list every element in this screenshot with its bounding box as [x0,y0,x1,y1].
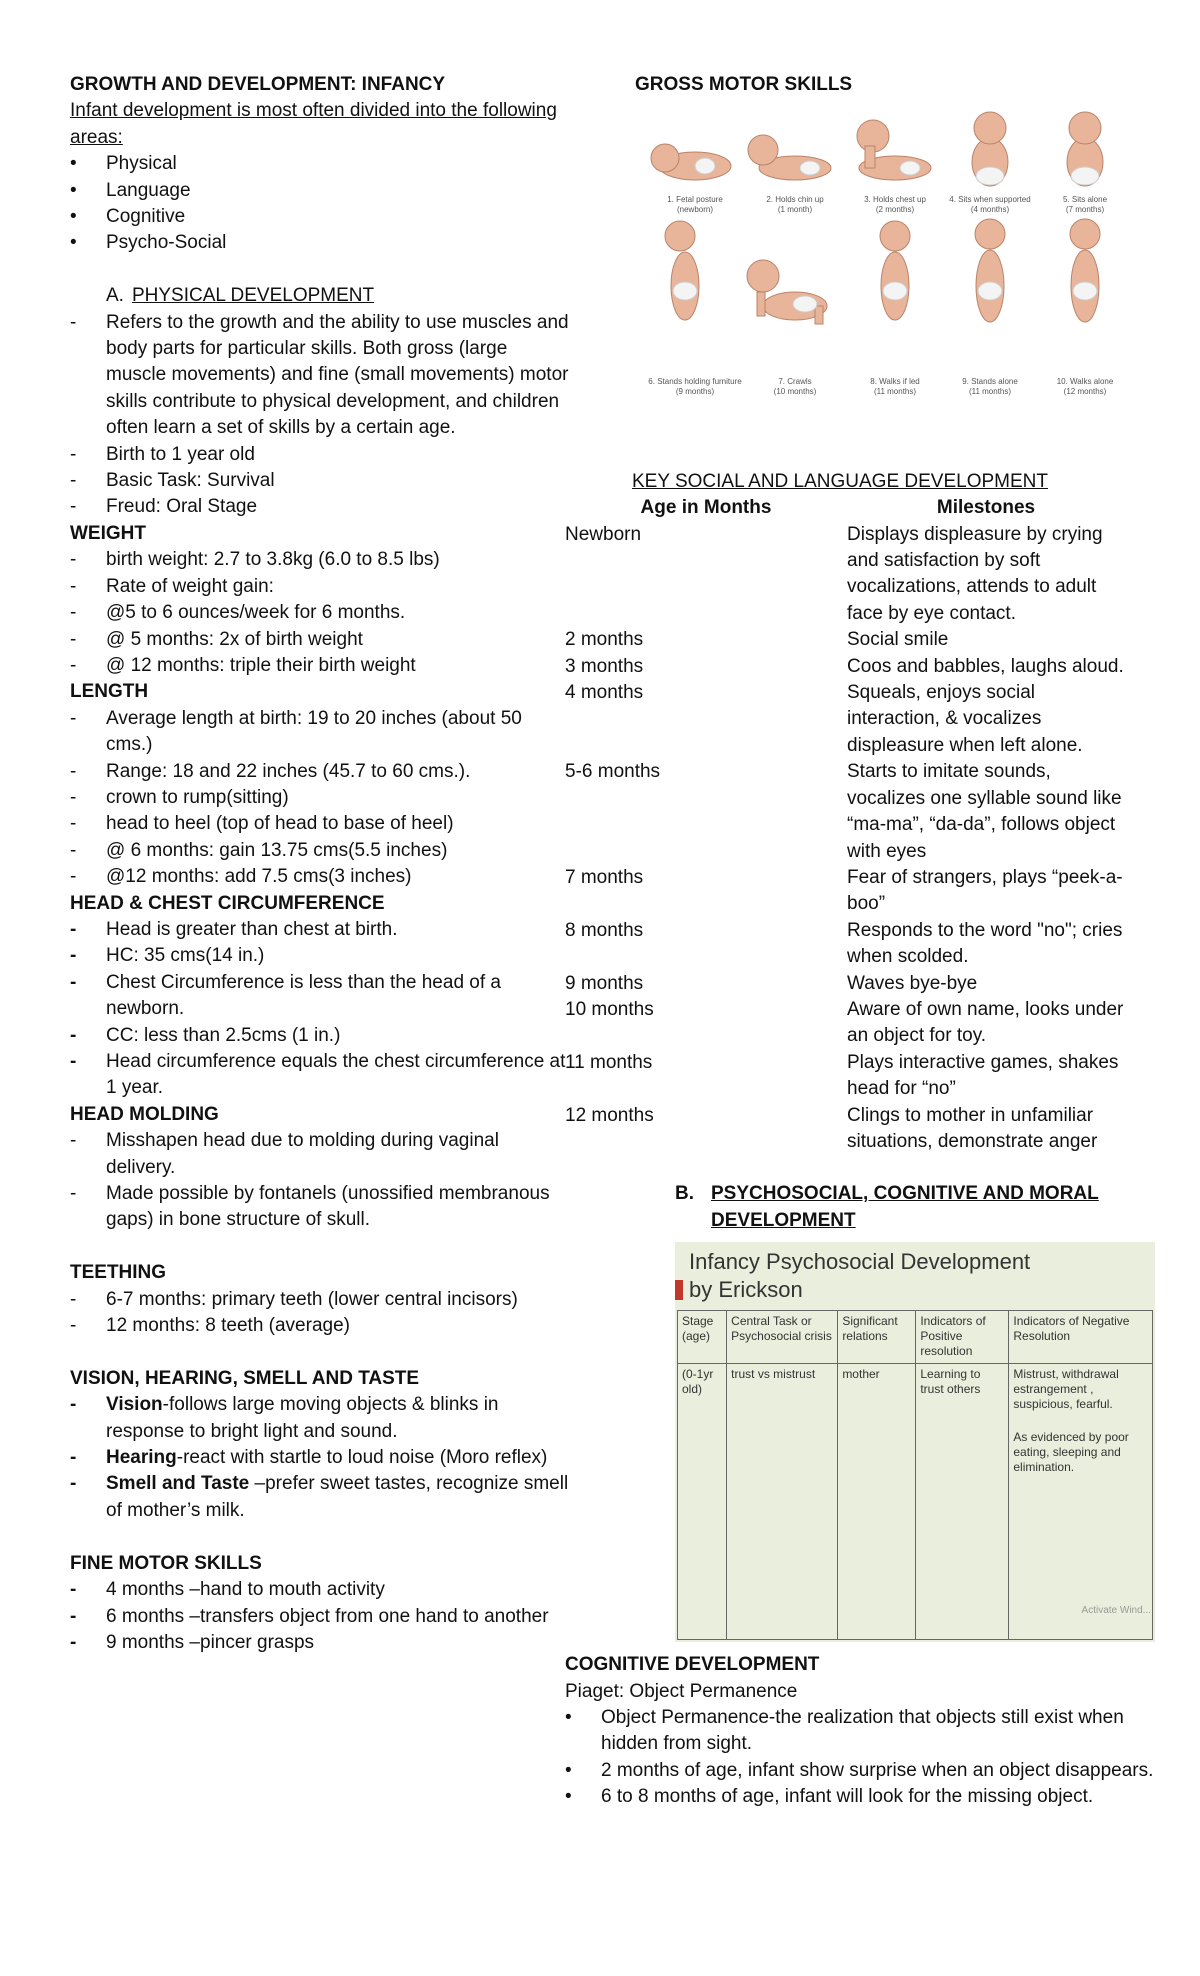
baby-illustration-2 [748,135,831,180]
watermark-text: Activate Wind... [1081,1604,1151,1616]
list-item: - @ 5 months: 2x of birth weight [70,628,363,650]
caption-age-2: (1 month) [777,205,813,215]
head-chest-list [70,917,570,1102]
table-row: 2 months Social smile [565,629,949,651]
list-item: - 6-7 months: primary teeth (lower central incisors) [70,1288,518,1310]
header-age: Age in Months [640,497,772,519]
caption-age-6: (9 months) [675,387,715,397]
table-row: (0-1yr old) trust vs mistrust mother Learning to trust others Mistrust, withdrawal estrangement , suspicious, fearful. As evidenced by poor eating, sleeping and elimination. [678,1364,1153,1640]
caption-label-10: 10. Walks alone [1056,377,1114,387]
senses-list [70,1392,570,1524]
gross-motor-figure [645,106,1165,406]
list-item: - @ 6 months: gain 13.75 cms(5.5 inches) [70,839,448,861]
table-row: 3 months Coos and babbles, laughs aloud. [565,655,1124,677]
right-column [565,72,1165,1811]
erickson-title: Infancy Psychosocial Development by Erickson [689,1249,1031,1303]
list-item: • Language [70,178,570,204]
head-chest-heading: HEAD & CHEST CIRCUMFERENCE [70,892,385,914]
list-item: - Head circumference equals the chest circumference at 1 year. [70,1051,566,1099]
list-item: • Cognitive [70,204,570,230]
cognitive-subtitle: Piaget: Object Permanence [565,1680,798,1702]
length-heading: LENGTH [70,681,149,703]
cognitive-section [565,1652,1165,1810]
baby-illustration-3 [857,120,931,180]
bullet-icon: • [70,179,77,201]
list-item: - Smell and Taste –prefer sweet tastes, recognize smell of mother’s milk. [70,1473,569,1521]
list-item: - crown to rump(sitting) [70,786,289,808]
caption-age-8: (11 months) [873,387,917,397]
left-column [70,72,570,1656]
accent-bar [675,1280,683,1300]
list-item: • Object Permanence-the realization that objects still exist when hidden from sight. [565,1707,1124,1755]
senses-heading: VISION, HEARING, SMELL AND TASTE [70,1367,420,1389]
table-row: 12 months Clings to mother in unfamiliar situations, demonstrate anger [565,1104,1098,1152]
caption-label-4: 4. Sits when supported [949,195,1031,205]
baby-illustration-6 [665,221,699,320]
caption-label-3: 3. Holds chest up [864,195,926,205]
list-item: - birth weight: 2.7 to 3.8kg (6.0 to 8.5 lbs) [70,549,440,571]
caption-age-7: (10 months) [773,387,817,397]
list-item: - Birth to 1 year old [70,443,255,465]
fine-motor-heading: FINE MOTOR SKILLS [70,1552,262,1574]
list-item: - @12 months: add 7.5 cms(3 inches) [70,866,412,888]
caption-label-8: 8. Walks if led [870,377,920,387]
list-item: • 2 months of age, infant show surprise when an object disappears. [565,1758,1165,1784]
list-item: - Head is greater than chest at birth. [70,918,398,940]
weight-list [70,547,570,679]
ksl-title: KEY SOCIAL AND LANGUAGE DEVELOPMENT [631,470,1048,492]
list-item: - Chest Circumference is less than the head of a newborn. [70,971,501,1020]
bullet-icon: • [565,1759,572,1781]
bullet-icon: • [565,1707,572,1728]
list-item: - Rate of weight gain: [70,575,274,597]
caption-label-2: 2. Holds chin up [766,195,824,205]
caption-label-6: 6. Stands holding furniture [648,377,742,387]
list-item: - 6 months –transfers object from one hand to another [70,1605,549,1627]
bullet-icon: • [70,232,77,254]
table-row: 7 months Fear of strangers, plays “peek-a-boo” [565,866,1123,915]
ksl-table [565,495,1125,1155]
baby-illustration-9 [975,219,1005,322]
physical-list [70,310,570,521]
list-item: - Made possible by fontanels (unossified membranous gaps) in bone structure of skull. [70,1183,550,1231]
table-row: 8 months Responds to the word "no"; cries when scolded. [565,919,1123,968]
cognitive-heading: COGNITIVE DEVELOPMENT [565,1654,820,1676]
baby-illustration-8 [880,221,910,320]
list-item: • Psycho-Social [70,230,570,256]
teething-list [70,1287,570,1340]
areas-list [70,151,570,257]
length-list [70,706,570,891]
caption-age-10: (12 months) [1063,387,1107,397]
table-row: 9 months Waves bye-bye [565,972,978,994]
list-item: - @ 12 months: triple their birth weight [70,654,416,676]
bullet-icon: • [70,206,77,228]
list-item: - Average length at birth: 19 to 20 inches (about 50 cms.) [70,707,522,756]
list-item: - @5 to 6 ounces/week for 6 months. [70,602,406,624]
table-row: 4 months Squeals, enjoys social interaction, & vocalizes displeasure when left alone. [565,682,1083,756]
list-item: - 9 months –pincer grasps [70,1631,315,1653]
baby-illustration-10 [1070,219,1100,322]
caption-age-4: (4 months) [970,205,1010,215]
table-row: 5-6 months Starts to imitate sounds, vocalizes one syllable sound like “ma-ma”, “da-da”, follows object with eyes [565,761,1122,862]
list-item: - 4 months –hand to mouth activity [70,1579,385,1601]
bullet-icon: • [565,1786,572,1808]
molding-list [70,1128,570,1234]
list-item: - Freud: Oral Stage [70,496,258,518]
list-item: - HC: 35 cms(14 in.) [70,945,265,967]
erickson-slide [675,1242,1155,1642]
caption-label-1: 1. Fetal posture [667,195,723,205]
gross-motor-title: GROSS MOTOR SKILLS [635,74,853,95]
table-row: 10 months Aware of own name, looks under an object for toy. [565,998,1124,1047]
list-item: - Hearing-react with startle to loud noise (Moro reflex) [70,1447,548,1469]
list-item: - 12 months: 8 teeth (average) [70,1315,350,1337]
section-a-heading: A. PHYSICAL DEVELOPMENT [106,285,375,307]
baby-illustration-1 [651,144,731,180]
baby-illustration-7 [747,260,827,324]
header-milestones: Milestones [936,497,1036,519]
list-item: • 6 to 8 months of age, infant will look for the missing object. [565,1784,1165,1810]
fine-motor-list [70,1577,570,1656]
caption-label-5: 5. Sits alone [1062,195,1108,205]
list-item: - Basic Task: Survival [70,470,275,492]
erickson-table [677,1310,1153,1640]
caption-label-7: 7. Crawls [778,377,812,387]
table-row: Newborn Displays displeasure by crying and satisfaction by soft vocalizations, attends to adult face by eye contact. [565,523,1103,624]
intro-text: Infant development is most often divided into the following areas: [70,100,557,148]
list-item: - CC: less than 2.5cms (1 in.) [70,1024,341,1046]
list-item: - Vision-follows large moving objects & blinks in response to bright light and sound. [70,1394,499,1442]
document-title: GROWTH AND DEVELOPMENT: INFANCY [70,74,446,95]
caption-age-5: (7 months) [1065,205,1105,215]
list-item: - Refers to the growth and the ability to use muscles and body parts for particular skills. Both gross (large muscle movements) and fine (small movements) motor skills contribute to physical development, and children often learn a set of skills by a certain age. [70,311,569,439]
caption-age-3: (2 months) [875,205,915,215]
teething-heading: TEETHING [70,1262,167,1284]
bullet-icon: • [70,153,77,175]
weight-heading: WEIGHT [70,522,146,544]
list-item: • Physical [70,151,570,177]
list-item: - Range: 18 and 22 inches (45.7 to 60 cms.). [70,760,471,782]
table-header-row: Stage (age) Central Task or Psychosocial crisis Significant relations Indicators of Positive resolution Indicators of Negative Resolution [678,1311,1153,1364]
molding-heading: HEAD MOLDING [70,1103,219,1125]
list-item: - Misshapen head due to molding during vaginal delivery. [70,1130,499,1178]
section-b-heading: B. PSYCHOSOCIAL, COGNITIVE AND MORAL DEVELOPMENT [675,1183,1099,1231]
table-row: 11 months Plays interactive games, shakes head for “no” [565,1051,1119,1100]
table-header-row [565,495,1125,521]
caption-age-9: (11 months) [968,387,1012,397]
caption-age-1: (newborn) [676,205,714,215]
caption-label-9: 9. Stands alone [962,377,1018,387]
list-item: - head to heel (top of head to base of heel) [70,813,454,835]
